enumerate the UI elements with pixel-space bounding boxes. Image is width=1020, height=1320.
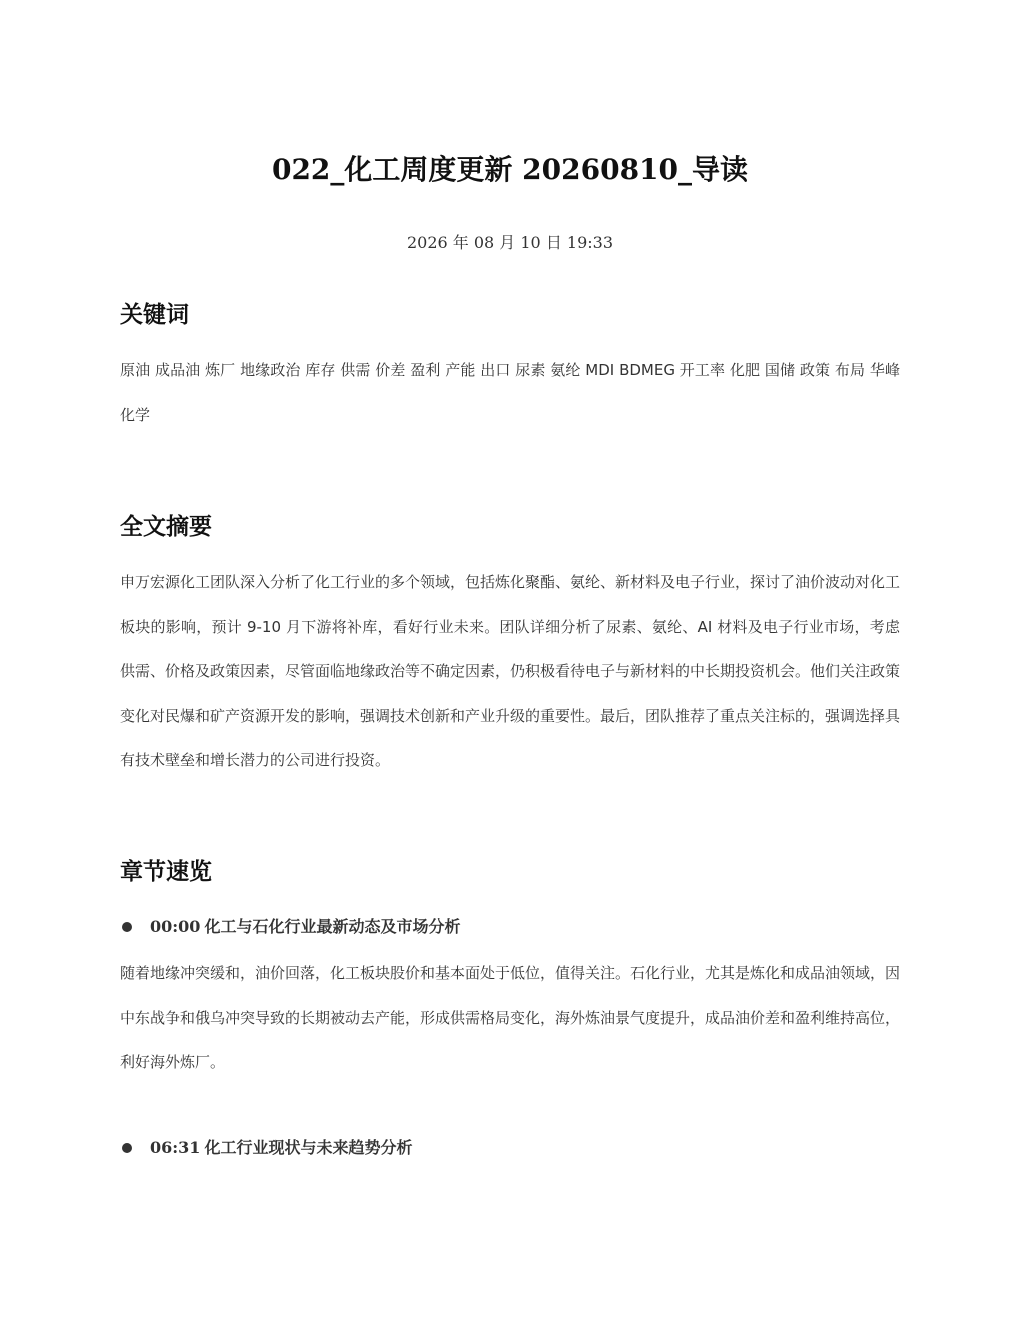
summary-heading: 全文摘要 <box>120 514 212 540</box>
chapter-title: 化工行业现状与未来趋势分析 <box>204 1138 413 1157</box>
keywords-text: 原油 成品油 炼厂 地缘政治 库存 供需 价差 盈利 产能 出口 尿素 氨纶 MDI BDMEG 开工率 化肥 国储 政策 布局 华峰化学 <box>120 361 900 424</box>
bullet-dot-icon <box>122 922 132 932</box>
chapters-heading: 章节速览 <box>120 859 212 885</box>
summary-text: 申万宏源化工团队深入分析了化工行业的多个领域，包括炼化聚酯、氨纶、新材料及电子行业，探讨了油价波动对化工板块的影响，预计 9-10 月下游将补库，看好行业未来。团队详细分析了尿素、氨纶、AI 材料及电子行业市场，考虑供需、价格及政策因素，尽管面临地缘政治等不确定因素，仍积极看待电子与新材料的中长期投资机会。他们关注政策变化对民爆和矿产资源开发的影响，强调技术创新和产业升级的重要性。最后，团队推荐了重点关注标的，强调选择具有技术壁垒和增长潜力的公司进行投资。 <box>120 573 901 769</box>
chapter-title: 化工与石化行业最新动态及市场分析 <box>204 917 461 936</box>
chapter-item <box>120 1135 900 1161</box>
chapter-time: 06:31 <box>150 1138 201 1157</box>
chapter-heading <box>150 1135 412 1161</box>
keywords-heading: 关键词 <box>120 302 189 328</box>
document-title: 022_化工周度更新 20260810_导读 <box>271 153 749 186</box>
chapter-text: 随着地缘冲突缓和，油价回落，化工板块股价和基本面处于低位，值得关注。石化行业，尤其是炼化和成品油领域，因中东战争和俄乌冲突导致的长期被动去产能，形成供需格局变化，海外炼油景气度提升，成品油价差和盈利维持高位，利好海外炼厂。 <box>120 964 901 1071</box>
chapter-item <box>120 914 900 940</box>
bullet-dot-icon <box>122 1143 132 1153</box>
chapter-time: 00:00 <box>150 917 201 936</box>
chapter-heading <box>150 914 460 940</box>
document-datetime: 2026 年 08 月 10 日 19:33 <box>406 233 614 252</box>
